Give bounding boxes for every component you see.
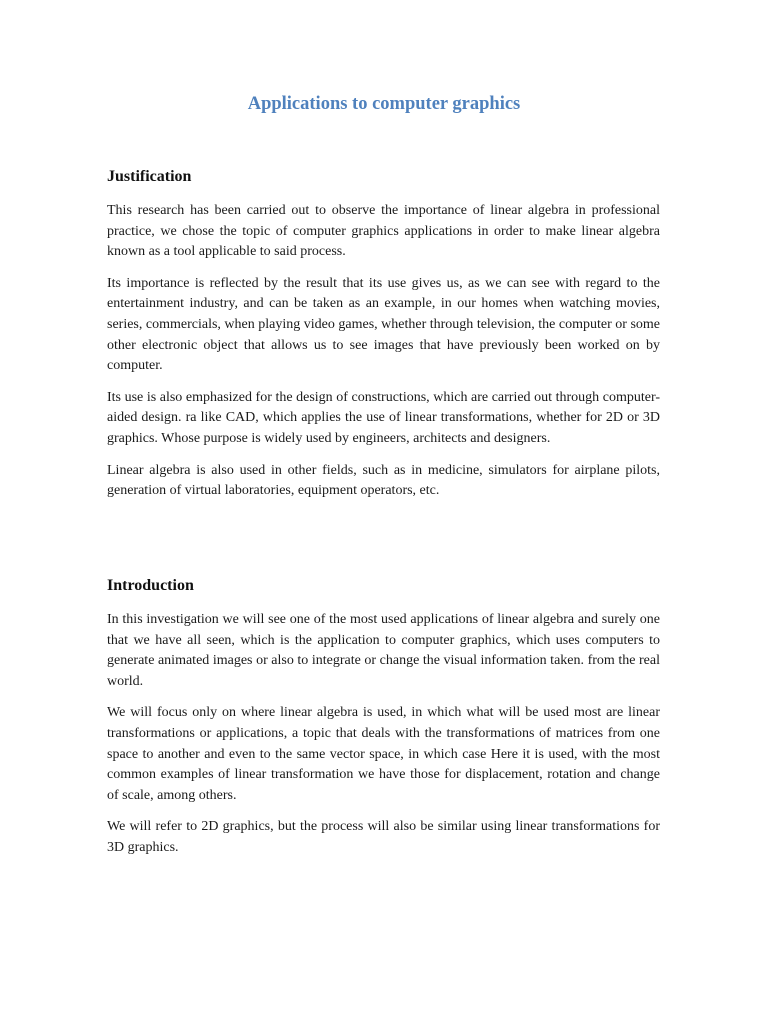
introduction-paragraph-1: In this investigation we will see one of the most used applications of linear algebra and surely one that we have all seen, which is the application to computer graphics, which uses computers to generate animated images or also to integrate or change the visual information taken. from the real world. — [107, 612, 660, 689]
section-introduction — [107, 575, 660, 870]
introduction-paragraph-3: We will refer to 2D graphics, but the process will also be similar using linear transformations for 3D graphics. — [107, 819, 660, 855]
section-justification — [107, 166, 660, 513]
document-title: Applications to computer graphics — [247, 94, 521, 114]
section-heading-introduction: Introduction — [107, 577, 194, 594]
justification-paragraph-4: Linear algebra is also used in other fields, such as in medicine, simulators for airplane pilots, generation of virtual laboratories, equipment operators, etc. — [107, 462, 660, 499]
section-heading-justification: Justification — [107, 168, 192, 185]
justification-paragraph-3: Its use is also emphasized for the design of constructions, which are carried out through computer-aided design. ra like CAD, which applies the use of linear transformations, whether for 2D or 3D graphics. Whose purpose is widely used by engineers, architects and designers. — [107, 389, 660, 446]
justification-paragraph-2: Its importance is reflected by the result that its use gives us, as we can see with regard to the entertainment industry, and can be taken as an example, in our homes when watching movies, series, commercials, when playing video games, whether through television, the computer or some other electronic object that allows us to see images that have previously been worked on by computer. — [107, 275, 660, 374]
introduction-paragraph-2: We will focus only on where linear algebra is used, in which what will be used most are linear transformations or applications, a topic that deals with the transformations of matrices from one space to another and even to the same vector space, in which case Here it is used, with the most common examples of linear transformation we have those for displacement, rotation and change of scale, among others. — [107, 705, 660, 803]
justification-paragraph-1: This research has been carried out to observe the importance of linear algebra in professional practice, we chose the topic of computer graphics applications in order to make linear algebra known as a tool applicable to said process. — [107, 203, 660, 260]
